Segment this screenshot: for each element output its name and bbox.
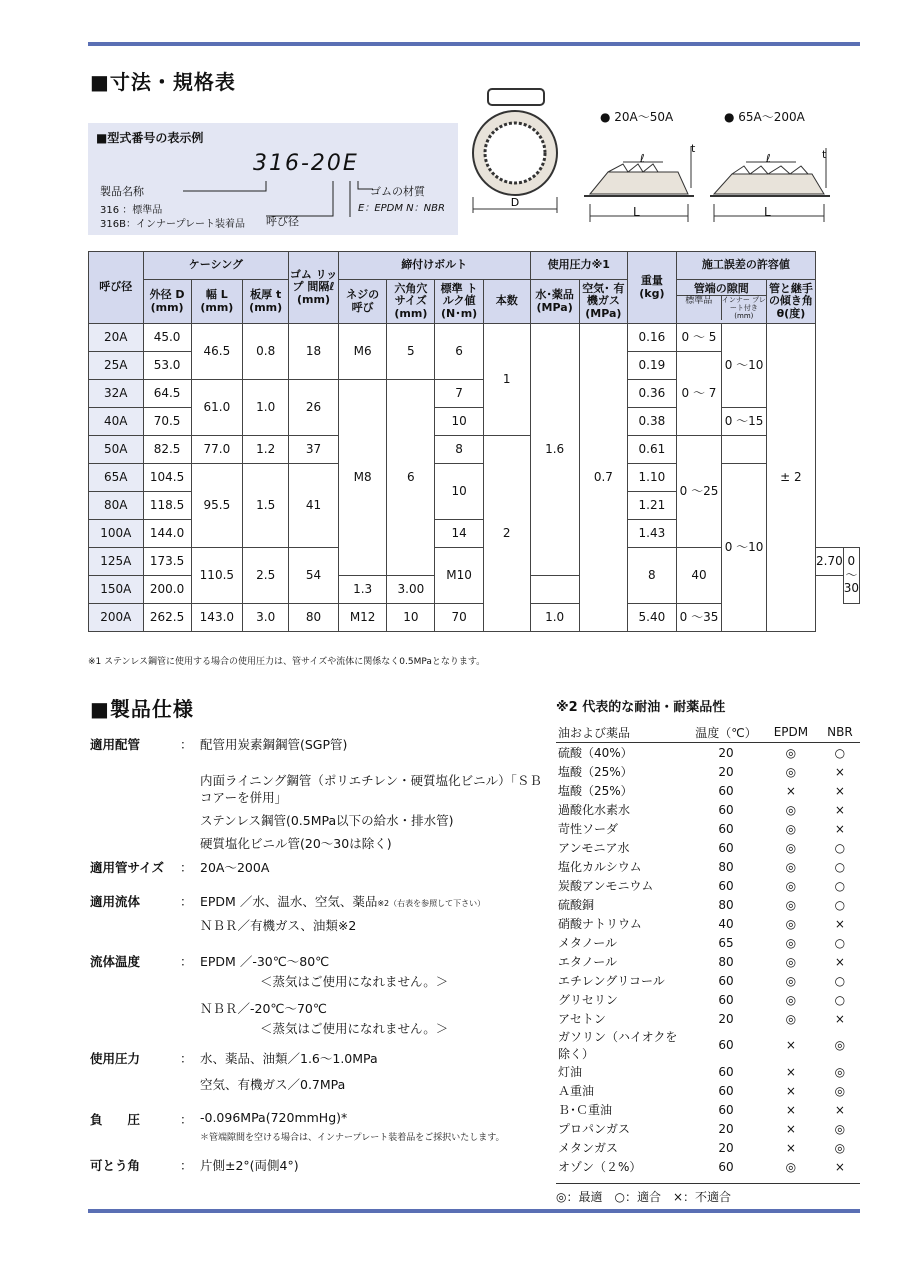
spec-label: 可とう角 [90,1158,141,1173]
gap-inner-cell: 0 ～30 [843,548,859,604]
torque-cell: 14 [435,520,484,548]
diagram-label-large: ● 65A～200A [724,110,805,124]
chem-epdm: ◎ [785,802,797,817]
chem-name: アセトン [558,1012,606,1026]
dimension-spec-table [88,251,860,632]
chem-temp: 60 [718,992,734,1007]
width-cell: 61.0 [191,380,243,436]
width-cell: 143.0 [191,604,243,632]
chem-nbr: ◎ [834,1140,846,1155]
chem-nbr: × [834,764,845,779]
chem-nbr: ○ [834,973,846,988]
spec-value: ＮＢＲ／-20℃～70℃ [200,1001,327,1016]
od-cell: 45.0 [143,324,191,352]
chem-nbr: ◎ [834,1038,846,1052]
header-od: 外径 D (mm) [143,280,191,324]
chem-row [556,857,860,876]
chem-epdm: ◎ [785,954,797,969]
size-cell: 20A [89,324,144,352]
size-cell: 80A [89,492,144,520]
spec-value: 配管用炭素鋼鋼管(SGP管) [200,737,348,752]
diagram-l-small: L [633,205,640,219]
size-cell: 200A [89,604,144,632]
lip-cell: 41 [289,464,339,548]
count-cell: 1 [483,324,530,436]
header-hex: 六角穴 サイズ (mm) [387,280,435,324]
size-cell: 100A [89,520,144,548]
chem-epdm: ◎ [785,916,797,931]
diagram-l-large: L [764,205,771,219]
od-cell: 173.5 [143,548,191,576]
header-count: 本数 [483,280,530,324]
chem-temp: 60 [718,1038,734,1052]
chem-temp: 60 [718,783,734,798]
chem-name: プロパンガス [558,1122,631,1136]
header-tolerance: 施工誤差の許容値 [676,252,815,280]
chem-nbr: ○ [834,840,846,855]
chem-temp: 20 [718,1121,734,1136]
chem-name: 炭酸アンモニウム [558,879,654,893]
chem-epdm: ◎ [785,1011,797,1026]
spec-value: 片側±2°(両側4°) [200,1158,299,1173]
gap-inner-cell: 0 ～10 [722,324,767,408]
lip-cell: 37 [289,436,339,464]
lip-cell: 80 [289,604,339,632]
spec-label: 適用配管 [90,737,141,752]
chem-nbr: ○ [834,897,846,912]
count-cell: 2 [483,436,530,632]
chem-name: Ｂ･Ｃ重油 [558,1103,613,1117]
diagram-d-label: D [510,196,520,209]
thickness-cell: 0.8 [243,324,289,380]
spec-value: 内面ライニング鋼管（ポリエチレン・硬質塩化ビニル）「ＳＢ [200,773,542,788]
spec-colon: ： [180,954,193,969]
chem-epdm: ◎ [785,1159,797,1174]
chem-nbr: × [834,1102,845,1117]
chem-name: エチレングリコール [558,974,665,988]
fluid-epdm: EPDM ／水、温水、空気、薬品 [200,894,378,909]
chem-row [556,895,860,914]
chem-header-nbr: NBR [818,722,860,743]
width-cell: 110.5 [191,548,243,604]
chem-nbr: × [834,821,845,836]
chem-temp: 20 [718,1011,734,1026]
thread-cell: M12 [338,604,387,632]
chem-nbr: ○ [834,859,846,874]
chem-name: メタンガス [558,1141,619,1155]
chem-name: オゾン（２%） [558,1160,642,1174]
chem-nbr: ◎ [834,1064,846,1079]
chem-name: 灯油 [558,1065,583,1079]
header-casing: ケーシング [143,252,289,280]
spec-label: 使用圧力 [90,1051,141,1066]
size-cell: 25A [89,352,144,380]
chem-row [556,781,860,800]
weight-cell: 0.61 [628,436,677,464]
chem-epdm: × [785,1121,796,1136]
water-pressure-cell: 1.0 [530,604,579,632]
chem-temp: 60 [718,1064,734,1079]
product-name-316b: 316B：インナープレート装着品 [100,219,246,230]
thickness-cell: 1.5 [243,464,289,548]
size-cell: 32A [89,380,144,408]
chem-header-name: 油および薬品 [556,722,688,743]
chem-row [556,1009,860,1028]
chem-epdm: ◎ [785,745,797,760]
header-thickness: 板厚 t (mm) [243,280,289,324]
chem-name: エタノール [558,955,618,969]
od-cell: 64.5 [143,380,191,408]
chem-nbr: × [834,802,845,817]
spec-colon: ： [180,894,193,909]
chem-row [556,800,860,819]
chem-row [556,1157,860,1176]
section-title-spec: ■製品仕様 [90,697,194,721]
gap-std-cell: 0 ～ 7 [676,352,722,436]
weight-cell: 2.70 [816,548,844,576]
weight-cell: 0.19 [628,352,677,380]
chem-row [556,743,860,763]
weight-cell: 1.21 [628,492,677,520]
gap-inner-cell: 0 ～25 [676,436,722,548]
gap-inner-cell: 0 ～35 [676,604,722,632]
fluid-note: ※2（右表を参照して下さい） [377,899,486,908]
diagram-t-small: t [691,142,696,155]
spec-value: 硬質塩化ビニル管(20～30は除く) [200,836,392,851]
chem-name: 塩酸（25%） [558,765,633,779]
chem-row [556,1100,860,1119]
diagram-ell-small: ℓ [640,152,645,165]
hex-cell: 6 [387,380,435,576]
chem-temp: 60 [718,973,734,988]
chem-temp: 60 [718,1083,734,1098]
header-width: 幅 L (mm) [191,280,243,324]
chem-row [556,762,860,781]
chem-row [556,933,860,952]
chem-name: 過酸化水素水 [558,803,631,817]
lip-cell: 54 [289,548,339,604]
lip-cell: 18 [289,324,339,380]
thread-cell: M10 [435,548,484,604]
header-gas: 空気･ 有機ガス (MPa) [579,280,627,324]
chem-name: 塩酸（25%） [558,784,633,798]
chem-epdm: ◎ [785,878,797,893]
weight-cell: 1.43 [628,520,677,548]
nominal-size-label: 呼び径 [266,215,299,228]
od-cell: 118.5 [143,492,191,520]
chem-epdm: × [785,1140,796,1155]
spec-colon: ： [180,1112,193,1127]
header-torque: 標準 トルク値 (N･m) [435,280,484,324]
chem-temp: 80 [718,859,734,874]
weight-cell: 0.16 [628,324,677,352]
torque-cell: 7 [435,380,484,408]
chem-name: 硝酸ナトリウム [558,917,642,931]
hex-cell: 10 [387,604,435,632]
header-pressure: 使用圧力※1 [530,252,627,280]
gap-std-cell: 0 ～ 5 [676,324,722,352]
spec-value: 水、薬品、油類／1.6～1.0MPa [200,1051,378,1066]
product-name-label: 製品名称 [100,185,144,198]
chem-nbr: ◎ [834,1083,846,1098]
spec-value: ステンレス鋼管(0.5MPa以下の給水・排水管) [200,813,454,828]
chem-name: ガソリン（ハイオクを除く） [558,1030,678,1061]
header-angle: 管と継手 の傾き角 θ(度) [766,280,815,324]
bottom-rule [88,1209,860,1213]
chem-temp: 65 [718,935,734,950]
diagram-ell-large: ℓ [766,152,771,165]
chem-row [556,952,860,971]
od-cell: 53.0 [143,352,191,380]
chem-epdm: ◎ [785,840,797,855]
od-cell: 82.5 [143,436,191,464]
rubber-material-label: ゴムの材質 [370,185,425,198]
spec-label: 流体温度 [90,954,141,969]
spec-value: コアーを併用」 [200,790,288,805]
spec-colon: ： [180,1158,193,1173]
clamp-front-diagram [460,85,570,220]
thickness-cell: 1.0 [243,380,289,436]
spec-value: -0.096MPa(720mmHg)* [200,1110,348,1125]
weight-cell: 3.00 [387,576,435,604]
water-pressure-cell: 1.6 [530,324,579,576]
header-thread: ネジの 呼び [338,280,387,324]
chem-nbr: × [834,954,845,969]
chem-epdm: ◎ [785,764,797,779]
thickness-cell: 3.0 [243,604,289,632]
size-cell: 65A [89,464,144,492]
top-rule [88,42,860,46]
chem-temp: 40 [718,916,734,931]
chem-name: Ａ重油 [558,1084,595,1098]
chem-temp: 80 [718,954,734,969]
chem-title: ※2 代表的な耐油・耐薬品性 [556,700,726,715]
spec-value [200,892,485,910]
chem-nbr: × [834,1011,845,1026]
diagram-t-large: t [822,148,827,161]
spec-label: 負 圧 [90,1112,141,1127]
torque-cell: 70 [435,604,484,632]
width-cell: 77.0 [191,436,243,464]
gas-pressure-cell: 0.7 [579,324,627,632]
chem-header-temp: 温度（℃） [688,722,762,743]
clamp-section-large [706,140,836,230]
spec-note: ＊管端隙間を空ける場合は、インナープレート装着品をご採択いたします。 [200,1133,505,1143]
spec-colon: ： [180,1051,193,1066]
spec-colon: ： [180,737,193,752]
chem-epdm: × [785,1038,796,1052]
chem-epdm: × [785,1102,796,1117]
chem-temp: 60 [718,821,734,836]
product-name-316: 316 ：標準品 [100,205,163,216]
header-bolt: 締付けボルト [338,252,530,280]
model-example-title: ■型式番号の表示例 [96,131,204,145]
header-water: 水･薬品 (MPa) [530,280,579,324]
chem-name: 硫酸銅 [558,898,595,912]
gap-inner-cell: 0 ～15 [722,408,767,436]
chem-epdm: ◎ [785,897,797,912]
header-std: 標準品 [677,296,722,320]
od-cell: 144.0 [143,520,191,548]
chem-name: メタノール [558,936,618,950]
rubber-material-values: E：EPDM N：NBR [358,203,445,214]
od-cell: 262.5 [143,604,191,632]
chem-row [556,1028,860,1062]
chem-resistance-table [556,722,860,1176]
chem-epdm: × [785,1083,796,1098]
chem-nbr: ○ [834,935,846,950]
diagram-label-small: ● 20A～50A [600,110,674,124]
footnote-1: ※1 ステンレス鋼管に使用する場合の使用圧力は、管サイズや流体に関係なく0.5MPaとなります。 [88,657,486,667]
chem-nbr: ◎ [834,1121,846,1136]
chem-epdm: ◎ [785,935,797,950]
angle-cell: ± 2 [766,324,815,632]
width-cell: 46.5 [191,324,243,380]
chem-row [556,876,860,895]
chem-temp: 60 [718,878,734,893]
hex-cell: 8 [628,548,677,604]
chem-row [556,819,860,838]
od-cell: 104.5 [143,464,191,492]
header-gap [676,280,766,324]
thickness-cell: 2.5 [243,548,289,604]
spec-value: ＜蒸気はご使用になれません。＞ [260,974,449,989]
water-pressure-cell: 1.3 [338,576,387,604]
chem-temp: 20 [718,1140,734,1155]
spec-colon: ： [180,860,193,875]
torque-cell: 8 [435,436,484,464]
chem-epdm: ◎ [785,992,797,1007]
spec-label: 適用管サイズ [90,860,165,875]
chem-row [556,1138,860,1157]
thread-cell: M6 [338,324,387,380]
chem-name: 硫酸（40%） [558,746,633,760]
chem-temp: 60 [718,840,734,855]
chem-nbr: × [834,916,845,931]
chem-name: グリセリン [558,993,618,1007]
chem-temp: 60 [718,1159,734,1174]
torque-cell: 6 [435,324,484,380]
chem-nbr: × [834,1159,845,1174]
chem-row [556,1119,860,1138]
weight-cell: 1.10 [628,464,677,492]
chem-name: アンモニア水 [558,841,630,855]
spec-value: ＮＢＲ／有機ガス、油類※2 [200,918,357,933]
spec-value: 空気、有機ガス／0.7MPa [200,1077,346,1092]
chem-epdm: ◎ [785,821,797,836]
header-inner: インナー プレート付き (mm) [721,296,766,321]
chem-epdm: ◎ [785,973,797,988]
chem-row [556,914,860,933]
chem-epdm: × [785,783,796,798]
chem-temp: 20 [718,745,734,760]
chem-nbr: ○ [834,992,846,1007]
chem-temp: 60 [718,1102,734,1117]
chem-temp: 80 [718,897,734,912]
chem-name: 苛性ソーダ [558,822,619,836]
chem-header-epdm: EPDM [762,722,818,743]
hex-cell: 5 [387,324,435,380]
weight-cell: 5.40 [628,604,677,632]
chem-epdm: ◎ [785,859,797,874]
chem-epdm: × [785,1064,796,1079]
od-cell: 200.0 [143,576,191,604]
model-code: 316-20E [253,151,359,176]
chem-row [556,838,860,857]
lip-cell: 26 [289,380,339,436]
chem-row [556,990,860,1009]
chem-temp: 60 [718,802,734,817]
size-cell: 150A [89,576,144,604]
weight-cell: 0.36 [628,380,677,408]
torque-cell: 10 [435,408,484,436]
thickness-cell: 1.2 [243,436,289,464]
spec-value: EPDM ／-30℃～80℃ [200,954,330,969]
size-cell: 50A [89,436,144,464]
header-weight: 重量 (kg) [628,252,677,324]
spec-value: ＜蒸気はご使用になれません。＞ [260,1021,449,1036]
chem-temp: 20 [718,764,734,779]
chem-name: 塩化カルシウム [558,860,642,874]
chem-row [556,971,860,990]
size-cell: 40A [89,408,144,436]
chem-nbr: × [834,783,845,798]
header-nominal-size: 呼び径 [89,252,144,324]
section-title-dimensions: ■寸法・規格表 [90,70,236,94]
chem-nbr: ○ [834,878,846,893]
chem-legend: ◎：最適 ○：適合 ×：不適合 [556,1183,860,1205]
weight-cell: 0.38 [628,408,677,436]
chem-row [556,1081,860,1100]
header-rubber-lip: ゴム リップ 間隔ℓ (mm) [289,252,339,324]
model-code-example [88,123,458,235]
spec-label: 適用流体 [90,894,141,909]
chem-nbr: ○ [834,745,846,760]
chem-row [556,1062,860,1081]
gap-std-cell: 0 ～10 [722,464,767,632]
od-cell: 70.5 [143,408,191,436]
torque-cell: 10 [435,464,484,520]
thread-cell: M8 [338,380,387,576]
spec-value: 20A～200A [200,860,270,875]
torque-cell: 40 [676,548,722,604]
size-cell: 125A [89,548,144,576]
width-cell: 95.5 [191,464,243,548]
header-gap-title: 管端の隙間 [677,283,766,297]
